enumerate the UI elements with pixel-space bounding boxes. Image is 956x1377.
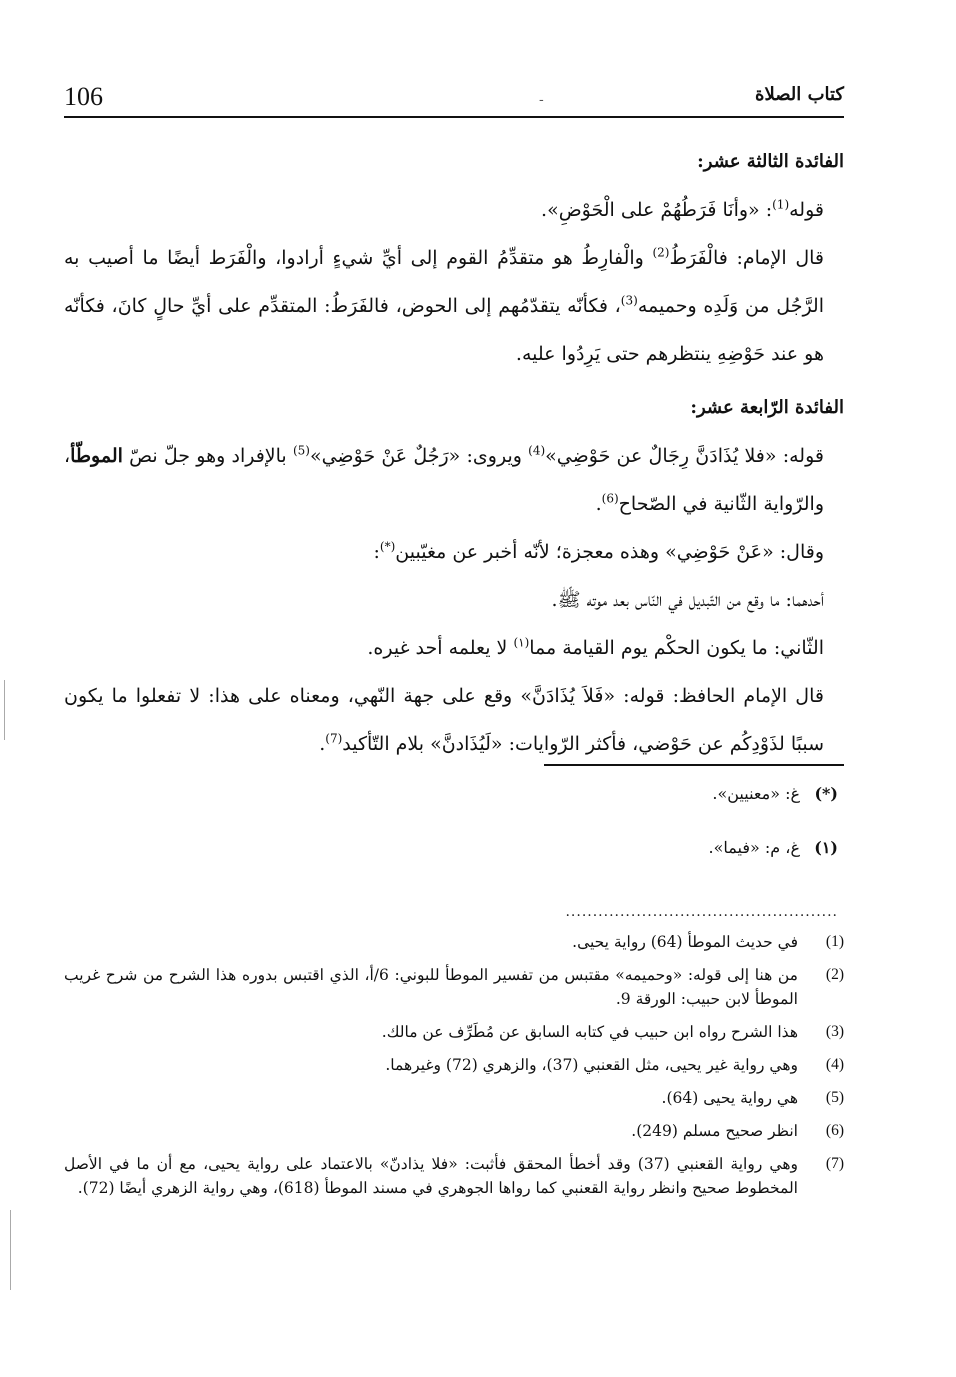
hafiz-paragraph: قال الإمام الحافظ: قوله: «فَلاَ يُذَادَنَّ» وقع على جهة النّهي، ومعناه على هذا: لا تفعلوا ما يكون سببًا لذَوْدِكُم عن حَوْضي، فأكثر الرّوايات: «لَيُذَادنَّ» بلام التّأكيد$^{(7)}$. bbox=[64, 685, 824, 755]
imam-paragraph: قال الإمام: فالْفَرَطُ$^{(2)}$ والْفارِطُ هو متقدِّمُ القوم إلى أيِّ شيءٍ أرادوا، والْفَرَط أيضًا ما أصيب به الرَّجُل من وَلَدِه وحميمه$^{(3)}$، فكأنّه يتقدّمُهم إلى الحوض، فالفَرَطُ: المتقدِّم على أيِّ حالٍ كانَ، فكأنّه هو عند حَوْضِهِ ينتظرهم حتى يَرِدُوا عليه. bbox=[64, 245, 824, 365]
heading-benefit-13: الفائدة الثالثة عشر: bbox=[697, 151, 844, 172]
editor-note-1: (١)غ، م: «فيما». bbox=[708, 838, 838, 857]
footnote-item: (6) انظر صحيح مسلم (249). bbox=[631, 1122, 844, 1140]
notes-divider bbox=[544, 764, 844, 766]
dotted-separator: .................................................. bbox=[565, 904, 838, 920]
footnote-item: (1) في حديث الموطأ (64) رواية يحيى. bbox=[572, 933, 844, 951]
footnote-item: (7) وهي رواية القعنبي (37) وقد أخطأ المحقق فأثبت: «فلا يذادنّ» بالاعتماد على رواية يحيى، مع أن ما في الأصل المخطوط صحيح وانظر رواية القعنبي كما رواها الجوهري في مسند الموطأ (618)، وهي رواية الزهري أيضًا (72). bbox=[64, 1155, 844, 1197]
hadith-paragraph-2: قوله: «فلا يُذَادَنَّ رِجَالٌ عن حَوْضِي»$^{(4)}$ ويروى: «رَجُلٌ عَنْ حَوْضِي»$^{(5)}$ بالإفراد وهو جلّ نصّ الموطّأ، والرّواية الثّانية في الصّحاح$^{(6)}$. bbox=[64, 443, 824, 515]
page-number: 106 bbox=[64, 82, 103, 111]
page-header bbox=[64, 78, 844, 118]
miracle-line: وقال: «عَنْ حَوْضِي» وهذه معجزة؛ لأنّه أخبر عن مغيّبين(*): bbox=[373, 539, 824, 563]
editor-note-star: (*)غ: «معنيين». bbox=[712, 784, 838, 803]
footnote-item: (4) وهي رواية غير يحيى، مثل القعنبي (37)، والزهري (72) وغيرهما. bbox=[385, 1056, 844, 1074]
header-dot: - bbox=[539, 92, 544, 108]
running-head: كتاب الصلاة bbox=[755, 84, 844, 105]
footnote-item: (3) هذا الشرح رواه ابن حبيب في كتابه السابق عن مُطَرِّف عن مالك. bbox=[381, 1023, 844, 1041]
scan-margin-mark bbox=[4, 680, 5, 740]
hadith-line-1: قوله$^{(1)}$: «وأنَا فَرَطُهُمْ على الْحَوْضِ». bbox=[541, 197, 824, 221]
footnote-item: (2) من هنا إلى قوله: «وحميمه» مقتبس من تفسير الموطأ للبوني: 6/أ، الذي اقتبس بدوره هذا الشرح من شرح غريب الموطأ لابن حبيب: الورقة 9. bbox=[64, 966, 844, 1008]
scan-margin-mark bbox=[10, 1210, 11, 1290]
main-text bbox=[64, 138, 844, 768]
heading-benefit-14: الفائدة الرّابعة عشر: bbox=[690, 397, 844, 418]
footnotes bbox=[64, 930, 844, 1209]
footnote-item: (5) هي رواية يحيى (64). bbox=[661, 1089, 844, 1107]
first-point: أحدهما: ما وقع من التّبديل في النّاس بعد موته ﷺ. bbox=[551, 589, 824, 611]
second-point: الثّاني: ما يكون الحكْم يوم القيامة مما$^{(١)}$ لا يعلمه أحد غيره. bbox=[367, 635, 824, 659]
